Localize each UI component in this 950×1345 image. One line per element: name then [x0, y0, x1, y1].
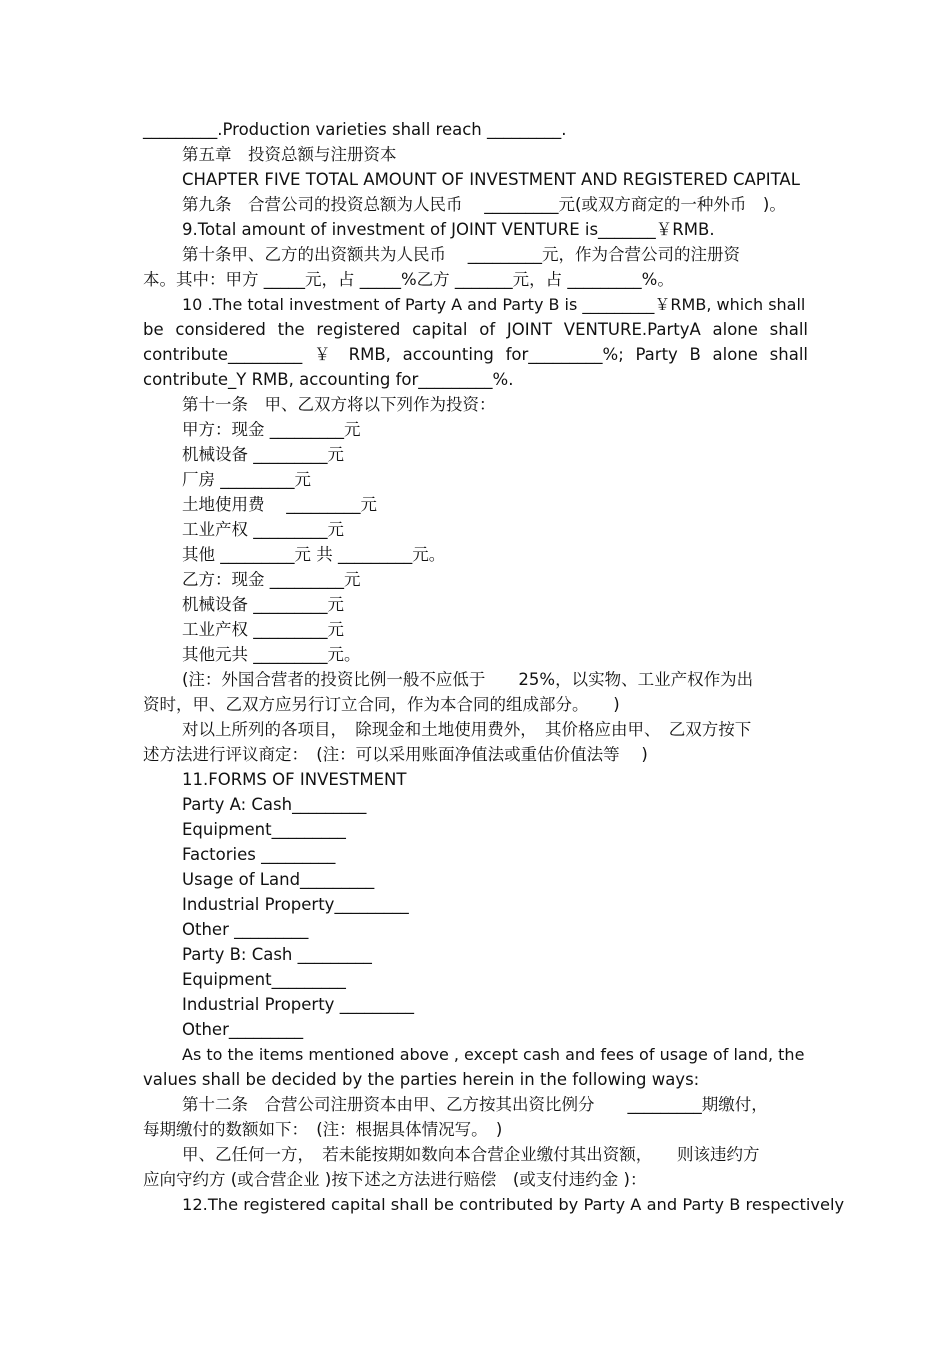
party-b-cash-en: Party B: Cash _________ — [182, 945, 372, 964]
article-9-cn: 第九条 合营公司的投资总额为人民币 _________元(或双方商定的一种外币 )。 — [182, 195, 786, 214]
party-a-industrial-property-en: Industrial Property_________ — [182, 895, 409, 914]
default-compensation-line-2: 应向守约方 (或合营企业 )按下述之方法进行赔偿 (或支付违约金 )： — [143, 1170, 647, 1189]
article-12-cn-line-2: 每期缴付的数额如下： (注：根据具体情况写。 ) — [143, 1120, 503, 1139]
party-b-other-en: Other_________ — [182, 1020, 304, 1039]
chapter-five-heading-cn: 第五章 投资总额与注册资本 — [182, 145, 397, 164]
party-a-equipment-en: Equipment_________ — [182, 820, 346, 839]
default-compensation-line-1: 甲、乙任何一方， 若未能按期如数向本合营企业缴付其出资额， 则该违约方 — [182, 1145, 760, 1164]
article-10-en-line-2: be considered the registered capital of JOINT VENTURE.PartyA alone shall — [143, 320, 808, 339]
party-a-other-total-cn: 其他 _________元 共 _________元。 — [182, 545, 446, 564]
chapter-five-heading-en: CHAPTER FIVE TOTAL AMOUNT OF INVESTMENT AND REGISTERED CAPITAL — [182, 170, 800, 189]
party-a-cash-cn: 甲方：现金 _________元 — [182, 420, 361, 439]
article-12-en-line-1: 12.The registered capital shall be contributed by Party A and Party B respectively — [182, 1195, 845, 1214]
article-9-en: 9.Total amount of investment of JOINT VENTURE is_______￥RMB. — [182, 220, 715, 239]
article-10-en-line-4: contribute_Y RMB, accounting for_________%. — [143, 370, 514, 389]
article-10-en-line-1: 10 .The total investment of Party A and Party B is _________￥RMB, which shall — [182, 295, 806, 314]
article-12-cn-line-1: 第十二条 合营公司注册资本由甲、乙方按其出资比例分 _________期缴付， — [182, 1095, 768, 1114]
party-b-equipment-cn: 机械设备 _________元 — [182, 595, 344, 614]
party-a-other-en: Other _________ — [182, 920, 309, 939]
valuation-method-line-1: 对以上所列的各项目， 除现金和土地使用费外， 其价格应由甲、 乙双方按下 — [182, 720, 752, 739]
article-10-en-line-3: contribute_________ ￥ RMB, accounting for_________%; Party B alone shall — [143, 345, 808, 364]
article-11-cn-heading: 第十一条 甲、乙双方将以下列作为投资： — [182, 395, 496, 414]
party-a-equipment-cn: 机械设备 _________元 — [182, 445, 344, 464]
party-a-land-fee-cn: 土地使用费 _________元 — [182, 495, 377, 514]
party-b-industrial-property-en: Industrial Property _________ — [182, 995, 414, 1014]
party-a-factories-cn: 厂房 _________元 — [182, 470, 311, 489]
forms-of-investment-heading: 11.FORMS OF INVESTMENT — [182, 770, 407, 789]
party-a-usage-of-land-en: Usage of Land_________ — [182, 870, 375, 889]
valuation-en-line-2: values shall be decided by the parties herein in the following ways: — [143, 1070, 700, 1089]
text-line-production-varieties: _________.Production varieties shall reach _________. — [143, 120, 567, 139]
party-a-factories-en: Factories _________ — [182, 845, 336, 864]
party-b-equipment-en: Equipment_________ — [182, 970, 346, 989]
party-b-other-total-cn: 其他元共 _________元。 — [182, 645, 361, 664]
party-a-industrial-property-cn: 工业产权 _________元 — [182, 520, 344, 539]
valuation-en-line-1: As to the items mentioned above , except cash and fees of usage of land, the — [182, 1045, 805, 1064]
party-b-industrial-property-cn: 工业产权 _________元 — [182, 620, 344, 639]
note-foreign-investment-line-1: (注：外国合营者的投资比例一般不应低于 25%，以实物、工业产权作为出 — [182, 670, 754, 689]
article-10-cn-line-1: 第十条甲、乙方的出资额共为人民币 _________元，作为合营公司的注册资 — [182, 245, 740, 264]
valuation-method-line-2: 述方法进行评议商定： (注：可以采用账面净值法或重估价值法等 ) — [143, 745, 648, 764]
article-10-cn-line-2: 本。其中：甲方 _____元，占 _____%乙方 _______元，占 _________%。 — [143, 270, 674, 289]
party-b-cash-cn: 乙方：现金 _________元 — [182, 570, 361, 589]
party-a-cash-en: Party A: Cash_________ — [182, 795, 367, 814]
note-foreign-investment-line-2: 资时，甲、乙双方应另行订立合同，作为本合同的组成部分。 ) — [143, 695, 620, 714]
